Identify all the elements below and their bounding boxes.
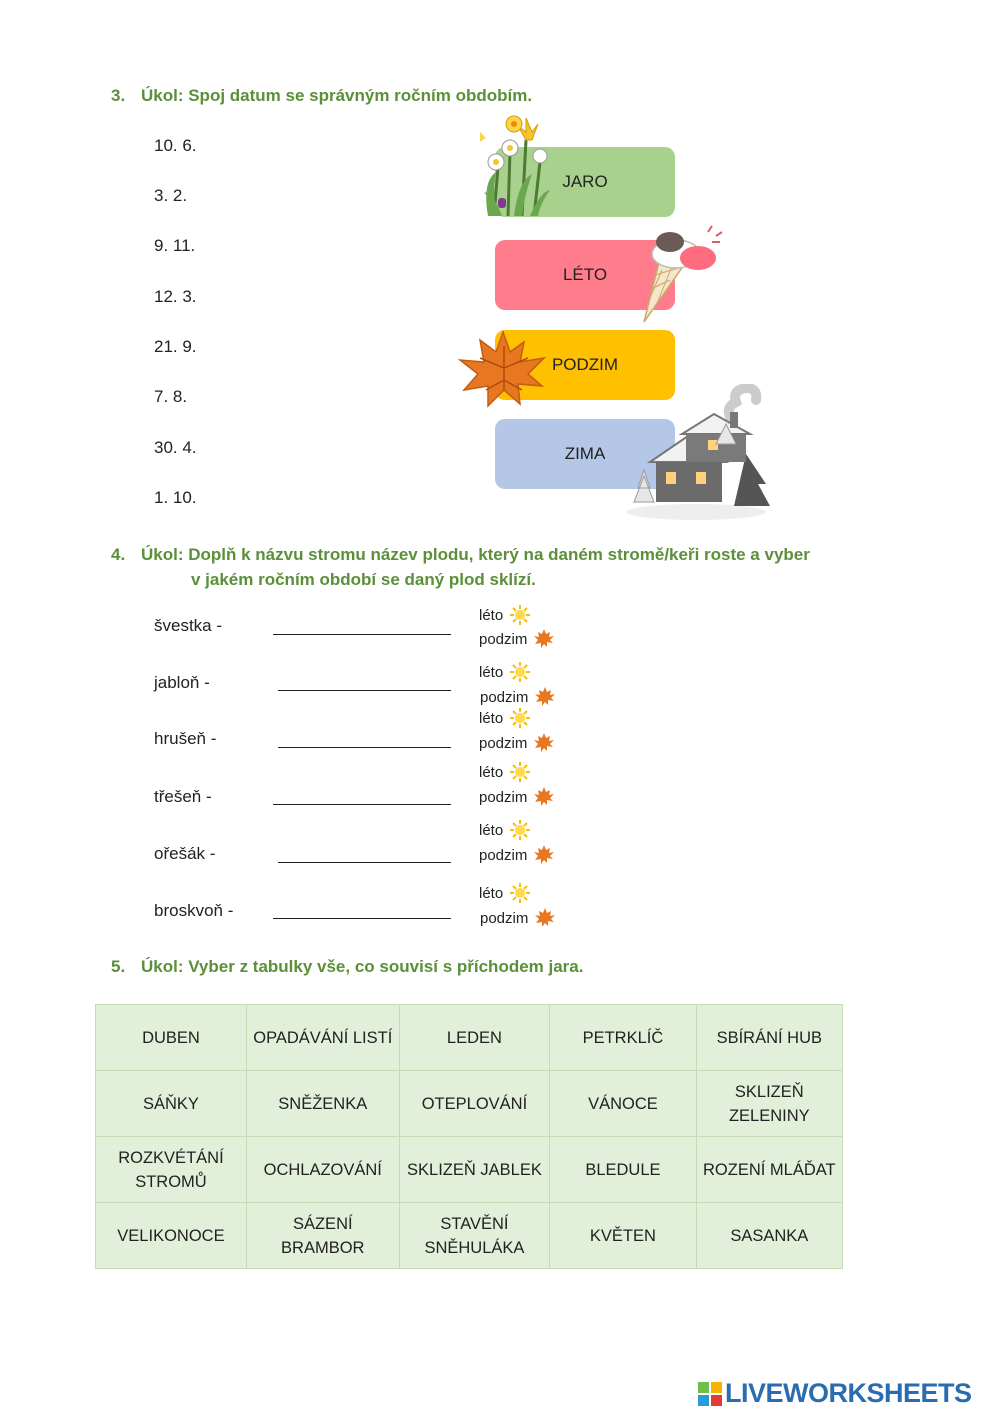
spring-flowers-icon bbox=[474, 112, 554, 220]
sun-icon bbox=[509, 819, 531, 841]
table-row bbox=[96, 1071, 843, 1137]
tree-name: třešeň - bbox=[154, 787, 212, 806]
option-summer[interactable]: léto bbox=[479, 882, 531, 904]
sun-icon bbox=[509, 604, 531, 626]
table-cell[interactable]: ROZKVÉTÁNÍ STROMŮ bbox=[96, 1137, 247, 1203]
fruit-answer-field[interactable] bbox=[273, 918, 451, 919]
date-item[interactable]: 1. 10. bbox=[154, 488, 197, 507]
date-item[interactable]: 21. 9. bbox=[154, 337, 197, 356]
table-cell[interactable]: SÁŇKY bbox=[96, 1071, 247, 1137]
fruit-answer-field[interactable] bbox=[278, 747, 451, 748]
table-cell[interactable]: SKLIZEŇ JABLEK bbox=[399, 1137, 550, 1203]
maple-leaf-icon bbox=[458, 328, 548, 412]
task5-title: 5. Úkol: Vyber z tabulky vše, co souvisí s příchodem jara. bbox=[111, 957, 584, 976]
date-item[interactable]: 7. 8. bbox=[154, 387, 188, 406]
table-cell[interactable]: PETRKLÍČ bbox=[550, 1005, 696, 1071]
season-label: LÉTO bbox=[562, 265, 608, 284]
table-cell[interactable]: VELIKONOCE bbox=[96, 1203, 247, 1269]
tree-name: švestka - bbox=[154, 616, 223, 635]
fruit-answer-field[interactable] bbox=[273, 804, 451, 805]
table-cell[interactable]: SASANKA bbox=[696, 1203, 842, 1269]
table-cell[interactable]: KVĚTEN bbox=[550, 1203, 696, 1269]
option-autumn[interactable]: podzim bbox=[479, 844, 555, 866]
table-cell[interactable]: STAVĚNÍ SNĚHULÁKA bbox=[399, 1203, 550, 1269]
option-summer[interactable]: léto bbox=[479, 761, 531, 783]
date-item[interactable]: 3. 2. bbox=[154, 186, 188, 205]
date-item[interactable]: 9. 11. bbox=[154, 236, 196, 255]
option-summer[interactable]: léto bbox=[479, 604, 531, 626]
option-autumn[interactable]: podzim bbox=[480, 907, 556, 929]
maple-leaf-icon bbox=[534, 686, 556, 708]
table-row bbox=[96, 1137, 843, 1203]
sun-icon bbox=[509, 661, 531, 683]
table-cell[interactable]: SÁZENÍ BRAMBOR bbox=[246, 1203, 399, 1269]
option-autumn[interactable]: podzim bbox=[479, 732, 555, 754]
task3-title: 3. Úkol: Spoj datum se správným ročním obdobím. bbox=[111, 86, 533, 105]
table-cell[interactable]: LEDEN bbox=[399, 1005, 550, 1071]
option-autumn[interactable]: podzim bbox=[480, 686, 556, 708]
logo-grid-icon bbox=[698, 1382, 722, 1406]
sun-icon bbox=[509, 761, 531, 783]
season-label: ZIMA bbox=[564, 444, 606, 463]
sun-icon bbox=[509, 707, 531, 729]
ice-cream-icon bbox=[638, 218, 726, 324]
task4-title: 4. Úkol: Doplň k názvu stromu název plodu, který na daném stromě/keři roste a vyber bbox=[111, 545, 810, 564]
option-summer[interactable]: léto bbox=[479, 819, 531, 841]
table-cell[interactable]: OPADÁVÁNÍ LISTÍ bbox=[246, 1005, 399, 1071]
tree-name: ořešák - bbox=[154, 844, 216, 863]
season-label: PODZIM bbox=[551, 355, 619, 374]
maple-leaf-icon bbox=[534, 907, 556, 929]
option-autumn[interactable]: podzim bbox=[479, 628, 555, 650]
word-table bbox=[95, 1004, 843, 1269]
liveworksheets-logo bbox=[698, 1378, 972, 1409]
maple-leaf-icon bbox=[533, 628, 555, 650]
fruit-answer-field[interactable] bbox=[278, 690, 451, 691]
option-summer[interactable]: léto bbox=[479, 707, 531, 729]
table-cell[interactable]: BLEDULE bbox=[550, 1137, 696, 1203]
table-cell[interactable]: DUBEN bbox=[96, 1005, 247, 1071]
table-row bbox=[96, 1005, 843, 1071]
fruit-answer-field[interactable] bbox=[273, 634, 451, 635]
task4-title-line2: v jakém ročním období se daný plod sklízí. bbox=[191, 570, 536, 589]
table-cell[interactable]: OCHLAZOVÁNÍ bbox=[246, 1137, 399, 1203]
sun-icon bbox=[509, 882, 531, 904]
tree-name: jabloň - bbox=[154, 673, 210, 692]
winter-house-icon bbox=[626, 384, 772, 522]
tree-name: hrušeň - bbox=[154, 729, 217, 748]
table-cell[interactable]: OTEPLOVÁNÍ bbox=[399, 1071, 550, 1137]
date-item[interactable]: 12. 3. bbox=[154, 287, 197, 306]
option-autumn[interactable]: podzim bbox=[479, 786, 555, 808]
table-cell[interactable]: ROZENÍ MLÁĎAT bbox=[696, 1137, 842, 1203]
table-row bbox=[96, 1203, 843, 1269]
season-label: JARO bbox=[562, 172, 608, 191]
date-item[interactable]: 10. 6. bbox=[154, 136, 197, 155]
date-item[interactable]: 30. 4. bbox=[154, 438, 197, 457]
tree-name: broskvoň - bbox=[154, 901, 234, 920]
fruit-answer-field[interactable] bbox=[278, 862, 451, 863]
maple-leaf-icon bbox=[533, 786, 555, 808]
table-cell[interactable]: VÁNOCE bbox=[550, 1071, 696, 1137]
table-cell[interactable]: SNĚŽENKA bbox=[246, 1071, 399, 1137]
maple-leaf-icon bbox=[533, 844, 555, 866]
table-cell[interactable]: SKLIZEŇ ZELENINY bbox=[696, 1071, 842, 1137]
brand-text: LIVEWORKSHEETS bbox=[725, 1378, 972, 1408]
table-cell[interactable]: SBÍRÁNÍ HUB bbox=[696, 1005, 842, 1071]
option-summer[interactable]: léto bbox=[479, 661, 531, 683]
maple-leaf-icon bbox=[533, 732, 555, 754]
